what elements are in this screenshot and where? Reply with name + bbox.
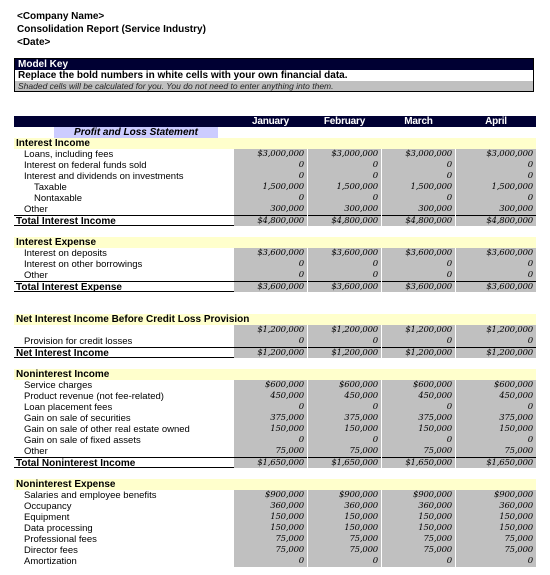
row-label: Interest on federal funds sold [24, 160, 147, 171]
row-label: Equipment [24, 512, 70, 523]
value-cell[interactable]: 0 [382, 171, 455, 182]
value-cell[interactable]: $600,000 [308, 380, 381, 391]
value-cell[interactable]: 75,000 [456, 545, 536, 556]
row-other1 [14, 204, 536, 215]
section-noninterest-income [14, 369, 536, 380]
value-cell[interactable]: $3,600,000 [308, 248, 381, 259]
value-cell[interactable]: 0 [456, 171, 536, 182]
report-date[interactable]: <Date> [17, 37, 51, 48]
row-gain-fixed [14, 435, 536, 446]
row-label: Total Interest Income [14, 215, 234, 226]
row-label: Provision for credit losses [24, 336, 133, 347]
value-cell[interactable]: 0 [234, 556, 307, 567]
value-cell[interactable]: $3,600,000 [234, 281, 307, 292]
row-total-noninterest-income [14, 457, 536, 468]
section-label: Noninterest Expense [14, 479, 536, 490]
value-cell[interactable]: 0 [234, 270, 307, 281]
row-other-borrowings [14, 259, 536, 270]
value-cell[interactable]: 375,000 [308, 413, 381, 424]
value-cell[interactable]: 150,000 [456, 523, 536, 534]
value-cell[interactable]: 0 [456, 336, 536, 347]
row-loan-placement [14, 402, 536, 413]
company-name[interactable]: <Company Name> [17, 11, 105, 22]
row-total-interest-expense [14, 281, 536, 292]
section-net-interest [14, 314, 536, 325]
value-cell[interactable]: $900,000 [234, 490, 307, 501]
row-label: Amortization [24, 556, 77, 567]
value-cell[interactable]: 150,000 [308, 424, 381, 435]
value-cell[interactable]: 0 [308, 171, 381, 182]
value-cell[interactable]: 0 [234, 259, 307, 270]
section-label: Interest Income [14, 138, 536, 149]
row-label: Loan placement fees [24, 402, 113, 413]
model-key-note: Shaded cells will be calculated for you. You do not need to enter anything into them. [15, 81, 533, 91]
row-salaries [14, 490, 536, 501]
row-equipment [14, 512, 536, 523]
row-label: Gain on sale of securities [24, 413, 131, 424]
value-cell[interactable]: $3,000,000 [456, 149, 536, 160]
value-cell[interactable]: 0 [382, 160, 455, 171]
value-cell[interactable]: $3,600,000 [456, 248, 536, 259]
value-cell[interactable]: 0 [456, 193, 536, 204]
report-header [17, 10, 206, 49]
row-net-before [14, 325, 536, 336]
value-cell[interactable]: 450,000 [456, 391, 536, 402]
row-label: Nontaxable [34, 193, 83, 204]
value-cell[interactable]: $1,200,000 [456, 325, 536, 336]
value-cell[interactable]: 0 [308, 435, 381, 446]
value-cell[interactable]: 0 [308, 160, 381, 171]
value-cell[interactable]: $900,000 [456, 490, 536, 501]
value-cell[interactable]: 0 [308, 193, 381, 204]
value-cell[interactable]: 1,500,000 [382, 182, 455, 193]
value-cell[interactable]: 0 [308, 402, 381, 413]
value-cell[interactable]: 450,000 [308, 391, 381, 402]
row-professional-fees [14, 534, 536, 545]
value-cell[interactable]: $1,200,000 [308, 325, 381, 336]
row-label: Taxable [34, 182, 67, 193]
value-cell[interactable]: $3,600,000 [234, 248, 307, 259]
value-cell[interactable]: 0 [308, 336, 381, 347]
row-net-interest-income [14, 347, 536, 358]
value-cell[interactable]: 360,000 [382, 501, 455, 512]
value-cell[interactable]: 375,000 [382, 413, 455, 424]
value-cell[interactable]: 0 [234, 435, 307, 446]
value-cell[interactable]: 0 [308, 270, 381, 281]
value-cell[interactable]: $900,000 [308, 490, 381, 501]
row-director-fees [14, 545, 536, 556]
statement-title: Profit and Loss Statement [54, 127, 218, 138]
month-april: April [456, 116, 536, 127]
value-cell[interactable]: 75,000 [456, 446, 536, 457]
value-cell[interactable]: 360,000 [234, 501, 307, 512]
value-cell[interactable]: 0 [308, 556, 381, 567]
value-cell[interactable]: $3,600,000 [382, 281, 455, 292]
row-label: Interest on other borrowings [24, 259, 143, 270]
value-cell[interactable]: 0 [456, 556, 536, 567]
value-cell[interactable]: $1,200,000 [382, 347, 455, 358]
value-cell[interactable]: 75,000 [308, 534, 381, 545]
value-cell[interactable]: 75,000 [308, 446, 381, 457]
value-cell[interactable]: 75,000 [382, 545, 455, 556]
value-cell[interactable]: 0 [234, 160, 307, 171]
row-taxable [14, 182, 536, 193]
value-cell[interactable]: $600,000 [234, 380, 307, 391]
value-cell[interactable]: $4,800,000 [308, 215, 381, 226]
value-cell[interactable]: 300,000 [382, 204, 455, 215]
value-cell[interactable]: 75,000 [234, 534, 307, 545]
value-cell[interactable]: $1,650,000 [382, 457, 455, 468]
value-cell[interactable]: $4,800,000 [234, 215, 307, 226]
section-label: Noninterest Income [14, 369, 536, 380]
value-cell[interactable]: 150,000 [456, 512, 536, 523]
value-cell[interactable]: $4,800,000 [456, 215, 536, 226]
row-label: Data processing [24, 523, 93, 534]
section-label: Net Interest Income Before Credit Loss Provision [14, 314, 536, 325]
row-fed-funds [14, 160, 536, 171]
value-cell[interactable]: 75,000 [456, 534, 536, 545]
value-cell[interactable]: $3,000,000 [308, 149, 381, 160]
value-cell[interactable]: 150,000 [234, 512, 307, 523]
value-cell[interactable]: 0 [234, 402, 307, 413]
row-occupancy [14, 501, 536, 512]
value-cell[interactable]: 0 [456, 270, 536, 281]
row-deposits [14, 248, 536, 259]
row-label: Gain on sale of fixed assets [24, 435, 141, 446]
value-cell[interactable]: $3,600,000 [308, 281, 381, 292]
value-cell[interactable]: $4,800,000 [382, 215, 455, 226]
value-cell[interactable]: $3,600,000 [456, 281, 536, 292]
value-cell[interactable]: 360,000 [456, 501, 536, 512]
value-cell[interactable]: $1,200,000 [234, 347, 307, 358]
row-product-revenue [14, 391, 536, 402]
row-label: Gain on sale of other real estate owned [24, 424, 190, 435]
value-cell[interactable]: 450,000 [234, 391, 307, 402]
section-noninterest-expense [14, 479, 536, 490]
row-label: Salaries and employee benefits [24, 490, 157, 501]
row-label: Professional fees [24, 534, 97, 545]
value-cell[interactable]: $1,650,000 [456, 457, 536, 468]
row-label: Director fees [24, 545, 78, 556]
value-cell[interactable]: 75,000 [234, 545, 307, 556]
value-cell[interactable]: 150,000 [382, 424, 455, 435]
row-nontaxable [14, 193, 536, 204]
value-cell[interactable]: $900,000 [382, 490, 455, 501]
row-other3 [14, 446, 536, 457]
value-cell[interactable]: 0 [382, 556, 455, 567]
section-label: Interest Expense [14, 237, 536, 248]
section-interest-income [14, 138, 536, 149]
report-title: Consolidation Report (Service Industry) [17, 24, 206, 35]
value-cell[interactable]: 1,500,000 [456, 182, 536, 193]
row-label: Total Noninterest Income [14, 457, 234, 468]
value-cell[interactable]: 150,000 [234, 523, 307, 534]
value-cell[interactable]: 75,000 [382, 534, 455, 545]
value-cell[interactable]: 150,000 [382, 512, 455, 523]
value-cell[interactable]: 150,000 [308, 512, 381, 523]
value-cell[interactable]: $1,200,000 [456, 347, 536, 358]
row-dividends [14, 171, 536, 182]
value-cell[interactable]: 360,000 [308, 501, 381, 512]
row-label: Loans, including fees [24, 149, 114, 160]
value-cell[interactable]: $600,000 [382, 380, 455, 391]
section-interest-expense [14, 237, 536, 248]
value-cell[interactable]: $600,000 [456, 380, 536, 391]
value-cell[interactable]: 0 [234, 171, 307, 182]
row-label: Interest on deposits [24, 248, 107, 259]
row-label: Total Interest Expense [14, 281, 234, 292]
row-label: Net Interest Income [14, 347, 234, 358]
value-cell[interactable]: 0 [456, 435, 536, 446]
value-cell[interactable]: 450,000 [382, 391, 455, 402]
value-cell[interactable]: 0 [382, 435, 455, 446]
value-cell[interactable]: 300,000 [456, 204, 536, 215]
row-label: Other [24, 204, 48, 215]
value-cell[interactable]: 150,000 [308, 523, 381, 534]
value-cell[interactable]: 375,000 [234, 413, 307, 424]
value-cell[interactable]: 1,500,000 [308, 182, 381, 193]
model-key-title: Model Key [15, 59, 533, 70]
value-cell[interactable]: $1,650,000 [234, 457, 307, 468]
value-cell[interactable]: 0 [382, 193, 455, 204]
row-provision [14, 336, 536, 347]
value-cell[interactable]: $3,000,000 [382, 149, 455, 160]
value-cell[interactable]: 75,000 [234, 446, 307, 457]
row-label: Occupancy [24, 501, 72, 512]
value-cell[interactable]: $3,600,000 [382, 248, 455, 259]
month-january: January [234, 116, 307, 127]
model-key [14, 58, 534, 92]
value-cell[interactable]: 75,000 [308, 545, 381, 556]
row-total-interest-income [14, 215, 536, 226]
value-cell[interactable]: $1,200,000 [382, 325, 455, 336]
value-cell[interactable]: $1,650,000 [308, 457, 381, 468]
row-service-charges [14, 380, 536, 391]
row-other2 [14, 270, 536, 281]
value-cell[interactable]: 1,500,000 [234, 182, 307, 193]
value-cell[interactable]: 0 [234, 336, 307, 347]
value-cell[interactable]: $1,200,000 [234, 325, 307, 336]
value-cell[interactable]: 0 [456, 402, 536, 413]
row-amortization [14, 556, 536, 567]
value-cell[interactable]: 0 [382, 259, 455, 270]
model-key-instruction: Replace the bold numbers in white cells with your own financial data. [15, 70, 533, 81]
row-loans [14, 149, 536, 160]
statement-title-row [14, 127, 536, 138]
value-cell[interactable]: 0 [382, 336, 455, 347]
value-cell[interactable]: 150,000 [456, 424, 536, 435]
value-cell[interactable]: 75,000 [382, 446, 455, 457]
value-cell[interactable]: 150,000 [234, 424, 307, 435]
value-cell[interactable]: 300,000 [234, 204, 307, 215]
row-data-processing [14, 523, 536, 534]
month-march: March [382, 116, 455, 127]
spreadsheet [14, 116, 536, 567]
value-cell[interactable]: 375,000 [456, 413, 536, 424]
value-cell[interactable]: 150,000 [382, 523, 455, 534]
row-label: Interest and dividends on investments [24, 171, 184, 182]
value-cell[interactable]: 0 [308, 259, 381, 270]
value-cell[interactable]: 300,000 [308, 204, 381, 215]
row-label: Other [24, 446, 48, 457]
value-cell[interactable]: 0 [234, 193, 307, 204]
row-label: Product revenue (not fee-related) [24, 391, 164, 402]
value-cell[interactable]: 0 [456, 259, 536, 270]
value-cell[interactable]: $3,000,000 [234, 149, 307, 160]
value-cell[interactable]: 0 [456, 160, 536, 171]
row-gain-real-estate [14, 424, 536, 435]
month-february: February [308, 116, 381, 127]
value-cell[interactable]: $1,200,000 [308, 347, 381, 358]
row-label: Service charges [24, 380, 93, 391]
row-gain-securities [14, 413, 536, 424]
month-header-row [14, 116, 536, 127]
value-cell[interactable]: 0 [382, 270, 455, 281]
row-label: Other [24, 270, 48, 281]
value-cell[interactable]: 0 [382, 402, 455, 413]
